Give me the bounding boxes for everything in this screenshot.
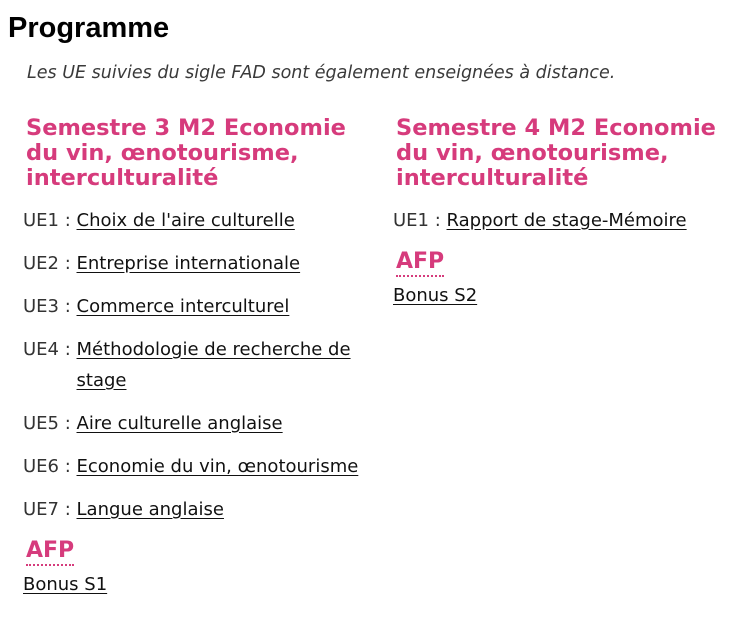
- semester-4-title: Semestre 4 M2 Economie du vin, œnotourisme, interculturalité: [396, 115, 716, 191]
- ue-list-item: [23, 334, 373, 396]
- ue-link[interactable]: Commerce interculturel: [76, 296, 290, 317]
- semester-3-ue-list: [23, 205, 373, 525]
- ue-link[interactable]: Entreprise internationale: [76, 253, 301, 274]
- ue-list-item: [23, 408, 373, 439]
- bonus-s2-link[interactable]: Bonus S2: [393, 285, 478, 306]
- ue-code: UE6 :: [23, 456, 77, 477]
- ue-link[interactable]: Aire culturelle anglaise: [76, 413, 283, 434]
- ue-list-item: [23, 291, 373, 322]
- ue-code: UE3 :: [23, 296, 77, 317]
- semester-4-ue-list: [393, 205, 743, 236]
- bonus-s1-link[interactable]: Bonus S1: [23, 574, 108, 595]
- ue-code: UE7 :: [23, 499, 77, 520]
- ue-link[interactable]: Choix de l'aire culturelle: [76, 210, 295, 231]
- ue-code: UE5 :: [23, 413, 77, 434]
- ue-code: UE1 :: [393, 210, 447, 231]
- ue-list-item: [23, 451, 373, 482]
- ue-list-item: [23, 494, 373, 525]
- ue-code: UE2 :: [23, 253, 77, 274]
- semester-4-column: [393, 116, 743, 309]
- ue-link[interactable]: Méthodologie de recherche de stage: [76, 339, 351, 391]
- ue-list-item: [393, 205, 743, 236]
- semester-3-title: Semestre 3 M2 Economie du vin, œnotourisme, interculturalité: [26, 115, 346, 191]
- ue-link[interactable]: Langue anglaise: [76, 499, 224, 520]
- ue-link[interactable]: Economie du vin, œnotourisme: [76, 456, 359, 477]
- afp-abbreviation: AFP: [26, 539, 74, 566]
- intro-text: Les UE suivies du sigle FAD sont également enseignées à distance.: [27, 63, 616, 83]
- afp-abbreviation: AFP: [396, 250, 444, 277]
- ue-code: UE4 :: [23, 339, 77, 360]
- semester-3-column: [23, 116, 373, 598]
- ue-link[interactable]: Rapport de stage-Mémoire: [446, 210, 687, 231]
- ue-list-item: [23, 205, 373, 236]
- ue-list-item: [23, 248, 373, 279]
- page-title: Programme: [8, 12, 170, 44]
- ue-code: UE1 :: [23, 210, 77, 231]
